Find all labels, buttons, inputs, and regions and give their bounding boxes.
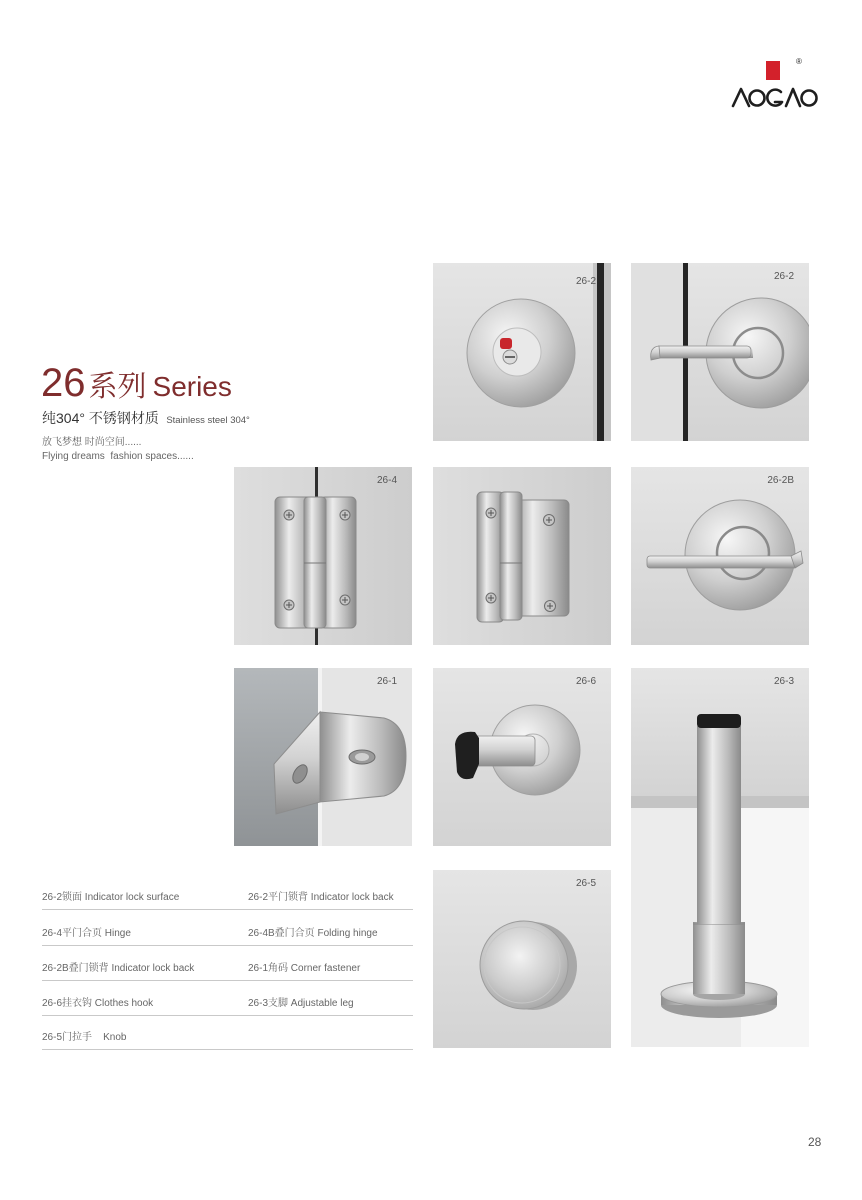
slogan-cn: 放飞梦想 时尚空间...... [42, 437, 142, 448]
photo-folding-hinge [433, 467, 611, 645]
brand-logo [728, 54, 820, 112]
product-item: 26-6挂衣钩 Clothes hook [42, 998, 154, 1009]
product-item: 26-2锁面 Indicator lock surface [42, 892, 180, 903]
series-title-en: Series [152, 371, 232, 402]
photo-label: 26-6 [575, 676, 596, 687]
series-title-cn: 系列 [88, 371, 147, 403]
material-line [42, 410, 250, 429]
photo-knob [433, 870, 611, 1048]
product-list-row [42, 997, 413, 1016]
photo-adjustable-leg [631, 668, 809, 1047]
photo-label: 26-5 [575, 878, 596, 889]
photo-indicator-lock-back [631, 263, 809, 441]
photo-label: 26-2B [767, 475, 794, 486]
series-title [41, 363, 232, 403]
product-item: 26-4平门合页 Hinge [42, 928, 131, 939]
product-item: 26-4B叠门合页 Folding hinge [248, 928, 378, 939]
photo-clothes-hook [433, 668, 611, 846]
product-item: 26-2B叠门锁背 Indicator lock back [42, 963, 195, 974]
material-cn: 纯304° 不锈钢材质 [42, 410, 159, 426]
photo-hinge [234, 467, 412, 645]
product-item: 26-2平门锁背 Indicator lock back [248, 892, 394, 903]
product-item: 26-3支脚 Adjustable leg [248, 998, 354, 1009]
product-list-row [42, 1031, 413, 1050]
page-number: 28 [808, 1135, 822, 1149]
product-item: 26-5门拉手 Knob [42, 1032, 127, 1043]
photo-label: 26-1 [376, 676, 397, 687]
series-number: 26 [41, 361, 86, 405]
photo-indicator-lock-surface [433, 263, 611, 441]
logo-red-square [766, 61, 780, 80]
registered-mark: ® [796, 57, 802, 66]
product-list-row [42, 891, 413, 910]
material-en: Stainless steel 304° [166, 415, 250, 426]
product-item: 26-1角码 Corner fastener [248, 963, 361, 974]
photo-label: 26-2 [575, 276, 596, 287]
product-list-row [42, 927, 413, 946]
photo-label: 26-4 [376, 475, 397, 486]
photo-label: 26-2 [773, 271, 794, 282]
product-list-row [42, 962, 413, 981]
photo-folding-indicator-lock-back [631, 467, 809, 645]
photo-corner-fastener [234, 668, 412, 846]
photo-label: 26-3 [773, 676, 794, 687]
slogan-en: Flying dreams fashion spaces...... [42, 451, 194, 462]
